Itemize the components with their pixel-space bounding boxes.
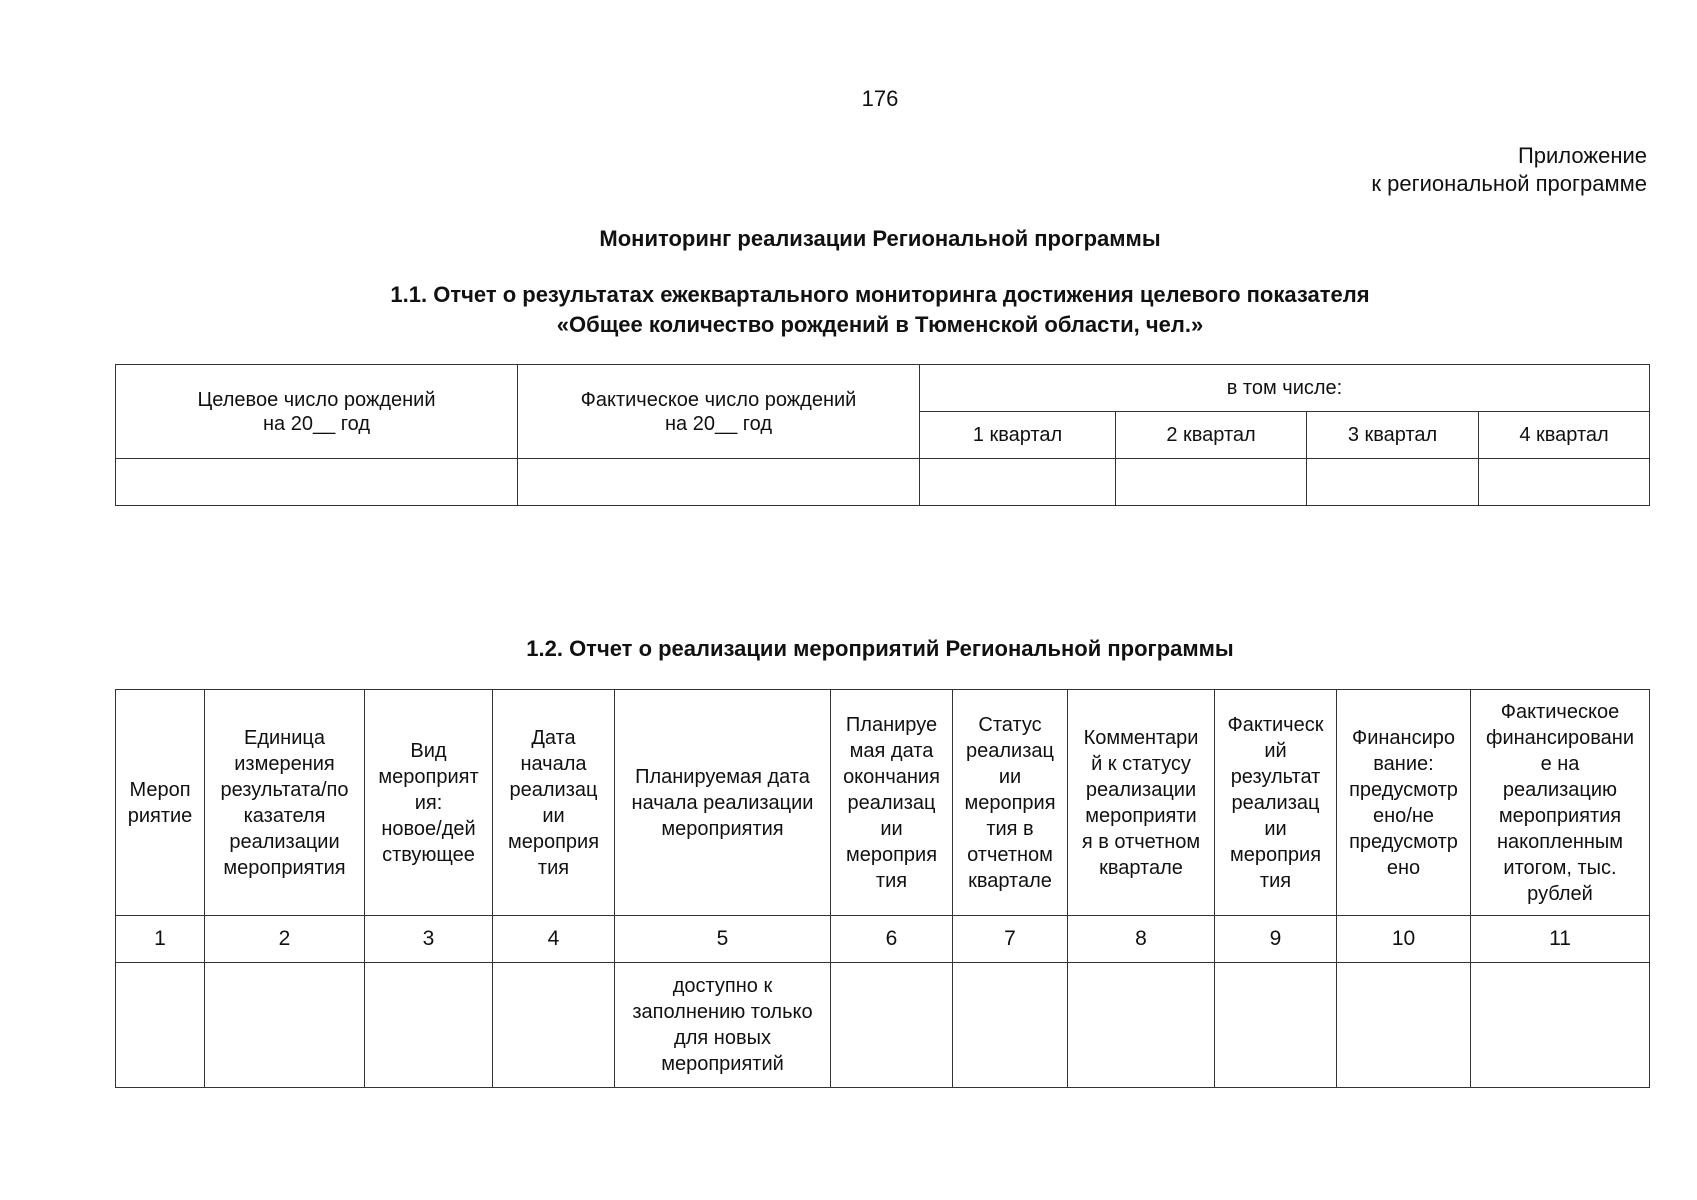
column-header-3 <box>365 690 493 916</box>
cell-col-1[interactable] <box>116 963 205 1088</box>
column-header-2-line: казателя <box>243 804 326 827</box>
column-header-3-line: ствующее <box>382 843 475 866</box>
column-header-5-line: мероприятия <box>661 817 784 840</box>
cell-col-7[interactable] <box>953 963 1068 1088</box>
column-number-10: 10 <box>1337 916 1471 963</box>
column-header-9-line: тия <box>1259 869 1292 892</box>
column-header-1-line: риятие <box>127 804 193 827</box>
column-header-10-line: ено <box>1386 856 1421 879</box>
column-header-1 <box>116 690 205 916</box>
header-target-line-1: Целевое число рождений <box>197 388 436 411</box>
column-header-5-line: Планируемая дата <box>635 765 810 788</box>
cell-col-8[interactable] <box>1068 963 1215 1088</box>
appendix-line-1: Приложение <box>1517 143 1647 168</box>
column-header-2 <box>205 690 365 916</box>
column-header-9-line: Фактическ <box>1227 713 1324 736</box>
cell-col-2[interactable] <box>205 963 365 1088</box>
header-row <box>116 690 1650 916</box>
column-header-10-line: ено/не <box>1372 804 1434 827</box>
table-row <box>116 963 1650 1088</box>
column-header-3-line: мероприят <box>378 765 479 788</box>
column-header-7 <box>953 690 1068 916</box>
column-header-10-line: вание: <box>1373 752 1434 775</box>
column-header-6 <box>831 690 953 916</box>
table-row <box>116 459 1650 506</box>
cell-col-11[interactable] <box>1471 963 1650 1088</box>
note-new-activities-line: заполнению только <box>632 1001 813 1023</box>
column-header-6-line: окончания <box>843 765 940 788</box>
header-including: в том числе: <box>920 365 1650 412</box>
column-header-8-line: й к статусу <box>1091 752 1191 775</box>
cell-q3-value[interactable] <box>1307 459 1479 506</box>
column-header-8-line: я в отчетном <box>1081 830 1201 853</box>
cell-col-9[interactable] <box>1215 963 1337 1088</box>
appendix-line-2: к региональной программе <box>1371 171 1647 196</box>
header-q3: 3 квартал <box>1307 412 1479 459</box>
cell-col-4[interactable] <box>493 963 615 1088</box>
column-header-5 <box>615 690 831 916</box>
column-header-2-line: измерения <box>234 752 335 775</box>
column-header-4-line: начала <box>520 752 587 775</box>
column-header-4-line: тия <box>537 856 570 879</box>
column-header-3-line: новое/дей <box>381 817 476 840</box>
column-header-7-line: мероприя <box>964 791 1056 814</box>
column-header-6-line: мая дата <box>849 739 934 762</box>
column-header-7-line: отчетном <box>967 843 1053 866</box>
column-header-7-line: тия в <box>986 817 1034 840</box>
column-number-4: 4 <box>493 916 615 963</box>
header-actual-line-1: Фактическое число рождений <box>580 388 857 411</box>
column-number-5: 5 <box>615 916 831 963</box>
column-number-7: 7 <box>953 916 1068 963</box>
column-header-9-line: реализац <box>1231 791 1320 814</box>
cell-col-6[interactable] <box>831 963 953 1088</box>
column-number-6: 6 <box>831 916 953 963</box>
column-header-7-line: Статус <box>978 713 1042 736</box>
activities-report-table <box>115 689 1650 1088</box>
column-header-11-line: мероприятия <box>1498 804 1622 827</box>
column-header-6-line: мероприя <box>845 843 938 866</box>
column-header-2-line: мероприятия <box>223 856 346 879</box>
column-header-9-line: ий <box>1264 739 1287 762</box>
column-header-11-line: рублей <box>1527 882 1593 905</box>
cell-col-10[interactable] <box>1337 963 1471 1088</box>
note-new-activities-line: мероприятий <box>661 1053 784 1075</box>
section-1-title-line-1: 1.1. Отчет о результатах ежеквартального мониторинга достижения целевого показателя <box>390 282 1370 307</box>
column-header-4 <box>493 690 615 916</box>
column-header-6-line: Планируе <box>845 713 938 736</box>
column-header-2-line: Единица <box>244 726 325 749</box>
column-header-6-line: реализац <box>847 791 936 814</box>
column-number-2: 2 <box>205 916 365 963</box>
section-1-title-line-2: «Общее количество рождений в Тюменской области, чел.» <box>556 312 1204 337</box>
note-new-activities-line: для новых <box>674 1027 771 1049</box>
cell-q4-value[interactable] <box>1479 459 1650 506</box>
column-header-9-line: мероприя <box>1229 843 1322 866</box>
column-header-3-line: ия: <box>414 791 443 814</box>
section-2-title: 1.2. Отчет о реализации мероприятий Региональной программы <box>526 636 1234 661</box>
column-header-6-line: тия <box>875 869 908 892</box>
cell-target-value[interactable] <box>116 459 518 506</box>
column-header-8-line: реализации <box>1085 778 1197 801</box>
appendix-label <box>1371 142 1647 198</box>
column-header-11-line: е на <box>1540 752 1580 775</box>
column-header-6-line: ии <box>880 817 903 840</box>
column-header-10-line: предусмотр <box>1349 830 1458 853</box>
column-header-8-line: мероприяти <box>1085 804 1197 827</box>
header-q2: 2 квартал <box>1116 412 1307 459</box>
column-header-4-line: мероприя <box>507 830 600 853</box>
column-header-11-line: финансировани <box>1486 726 1634 749</box>
column-header-9-line: ии <box>1264 817 1287 840</box>
column-header-10-line: предусмотр <box>1349 778 1458 801</box>
section-1-title <box>0 280 1697 340</box>
column-header-11-line: накопленным <box>1496 830 1624 853</box>
column-header-8 <box>1068 690 1215 916</box>
column-header-9 <box>1215 690 1337 916</box>
column-header-1-line: Мероп <box>129 778 191 801</box>
column-number-row <box>116 916 1650 963</box>
column-header-7-line: реализац <box>966 739 1054 762</box>
column-number-8: 8 <box>1068 916 1215 963</box>
cell-actual-value[interactable] <box>518 459 920 506</box>
birth-target-table <box>115 364 1650 506</box>
column-header-8-line: Комментари <box>1083 726 1199 749</box>
column-header-5-line: начала реализации <box>631 791 814 814</box>
column-header-2-line: реализации <box>229 830 340 853</box>
column-header-2-line: результата/по <box>220 778 349 801</box>
cell-col-3[interactable] <box>365 963 493 1088</box>
column-number-3: 3 <box>365 916 493 963</box>
column-number-9: 9 <box>1215 916 1337 963</box>
column-header-7-line: ии <box>998 765 1022 788</box>
column-header-11 <box>1471 690 1650 916</box>
note-new-activities-line: доступно к <box>672 975 773 997</box>
column-header-11-line: Фактическое <box>1500 700 1620 723</box>
cell-col-5[interactable] <box>615 963 831 1088</box>
header-target-line-2: на 20__ год <box>263 412 370 435</box>
column-header-9-line: результат <box>1230 765 1321 788</box>
column-number-11: 11 <box>1471 916 1650 963</box>
column-header-3-line: Вид <box>410 739 447 762</box>
cell-q2-value[interactable] <box>1116 459 1307 506</box>
column-header-11-line: реализацию <box>1502 778 1618 801</box>
column-header-4-line: ии <box>542 804 565 827</box>
column-number-1: 1 <box>116 916 205 963</box>
column-header-4-line: реализац <box>509 778 598 801</box>
cell-q1-value[interactable] <box>920 459 1116 506</box>
page-number: 176 <box>861 86 899 111</box>
header-q4: 4 квартал <box>1479 412 1650 459</box>
header-q1: 1 квартал <box>920 412 1116 459</box>
column-header-10 <box>1337 690 1471 916</box>
column-header-4-line: Дата <box>531 726 576 749</box>
document-title: Мониторинг реализации Региональной программы <box>599 226 1161 251</box>
column-header-7-line: квартале <box>968 869 1052 892</box>
header-actual-line-2: на 20__ год <box>665 412 772 435</box>
column-header-11-line: итогом, тыс. <box>1503 856 1617 879</box>
column-header-10-line: Финансиро <box>1351 726 1455 749</box>
column-header-8-line: квартале <box>1099 856 1183 879</box>
header-target-births <box>116 365 518 459</box>
header-actual-births <box>518 365 920 459</box>
